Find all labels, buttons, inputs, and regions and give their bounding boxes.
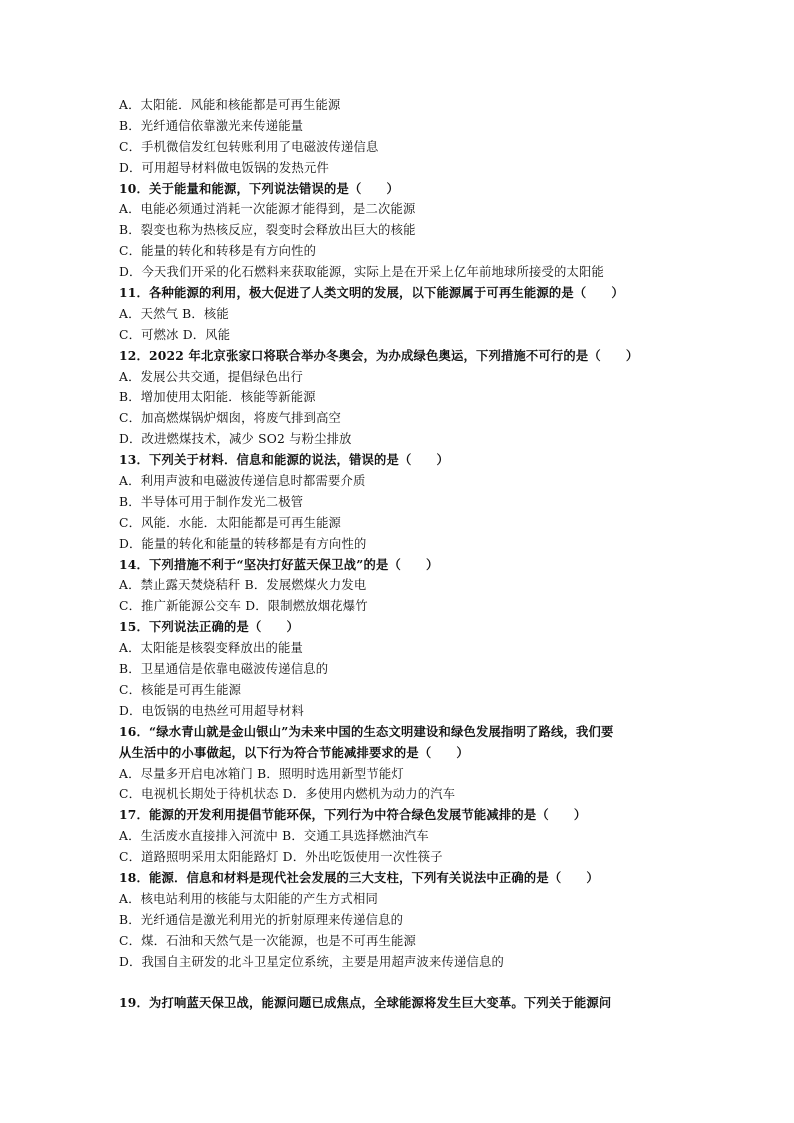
option-line: A．利用声波和电磁波传递信息时都需要介质 [119, 474, 366, 489]
option-line: C．煤．石油和天然气是一次能源，也是不可再生能源 [119, 933, 417, 948]
question-10: 10．关于能量和能源，下列说法错误的是（ ） [119, 180, 399, 196]
option-line: D．电饭锅的电热丝可用超导材料 [119, 703, 305, 718]
option-line: C．手机微信发红包转账利用了电磁波传递信息 [119, 139, 379, 154]
option-line: C．风能．水能．太阳能都是可再生能源 [119, 515, 342, 530]
option-line: B．增加使用太阳能．核能等新能源 [119, 390, 316, 405]
option-line: D．今天我们开采的化石燃料来获取能源，实际上是在开采上亿年前地球所接受的太阳能 [119, 265, 604, 280]
option-line: C．电视机长期处于待机状态 D．多使用内燃机为动力的汽车 [119, 787, 456, 802]
option-line: A．太阳能．风能和核能都是可再生能源 [119, 98, 341, 112]
question-18: 18．能源．信息和材料是现代社会发展的三大支柱，下列有关说法中正确的是（ ） [119, 869, 599, 885]
option-line: C．核能是可再生能源 [119, 682, 242, 697]
document-page [119, 95, 689, 1014]
option-line: B．裂变也称为热核反应，裂变时会释放出巨大的核能 [119, 223, 416, 238]
question-16-continued: 从生活中的小事做起，以下行为符合节能减排要求的是（ ） [119, 744, 469, 760]
question-11: 11．各种能源的利用，极大促进了人类文明的发展，以下能源属于可再生能源的是（ ） [119, 285, 624, 301]
question-15: 15．下列说法正确的是（ ） [119, 619, 299, 635]
option-line: A．天然气 B．核能 [119, 306, 229, 321]
option-line: B．光纤通信是激光利用光的折射原理来传递信息的 [119, 912, 404, 927]
blank-gap [119, 972, 689, 993]
question-12: 12．2022 年北京张家口将联合举办冬奥会，为办成绿色奥运，下列措施不可行的是（ ） [119, 347, 639, 363]
question-13: 13．下列关于材料．信息和能源的说法，错误的是（ ） [119, 452, 449, 468]
option-line: B．卫星通信是依靠电磁波传递信息的 [119, 662, 329, 677]
option-line: C．推广新能源公交车 D．限制燃放烟花爆竹 [119, 599, 368, 614]
option-line: A．生活废水直接排入河流中 B．交通工具选择燃油汽车 [119, 829, 429, 844]
option-line: C．加高燃煤锅炉烟囱，将废气排到高空 [119, 411, 342, 426]
option-line: C．可燃冰 D．风能 [119, 327, 231, 342]
option-line: A．发展公共交通，提倡绿色出行 [119, 369, 304, 384]
option-line: A．尽量多开启电冰箱门 B．照明时选用新型节能灯 [119, 766, 404, 781]
option-line: C．能量的转化和转移是有方向性的 [119, 244, 317, 259]
question-16: 16．“绿水青山就是金山银山”为未来中国的生态文明建设和绿色发展指明了路线，我们要 [119, 723, 614, 739]
option-line: A．太阳能是核裂变释放出的能量 [119, 641, 304, 656]
option-line: D．能量的转化和能量的转移都是有方向性的 [119, 536, 367, 551]
option-line: A．禁止露天焚烧秸秆 B．发展燃煤火力发电 [119, 578, 367, 593]
question-14: 14．下列措施不利于“坚决打好蓝天保卫战”的是（ ） [119, 556, 439, 572]
option-line: D．可用超导材料做电饭锅的发热元件 [119, 160, 330, 175]
option-line: B．光纤通信依靠激光来传递能量 [119, 118, 304, 133]
question-19: 19．为打响蓝天保卫战，能源问题已成焦点，全球能源将发生巨大变革。下列关于能源问 [119, 995, 612, 1011]
question-17: 17．能源的开发利用提倡节能环保，下列行为中符合绿色发展节能减排的是（ ） [119, 807, 587, 823]
option-line: C．道路照明采用太阳能路灯 D．外出吃饭使用一次性筷子 [119, 850, 443, 865]
option-line: D．改进燃煤技术，减少 SO2 与粉尘排放 [119, 432, 352, 447]
option-line: A．核电站利用的核能与太阳能的产生方式相同 [119, 891, 379, 906]
option-line: A．电能必须通过消耗一次能源才能得到，是二次能源 [119, 202, 416, 217]
option-line: B．半导体可用于制作发光二极管 [119, 494, 304, 509]
option-line: D．我国自主研发的北斗卫星定位系统，主要是用超声波来传递信息的 [119, 954, 504, 969]
